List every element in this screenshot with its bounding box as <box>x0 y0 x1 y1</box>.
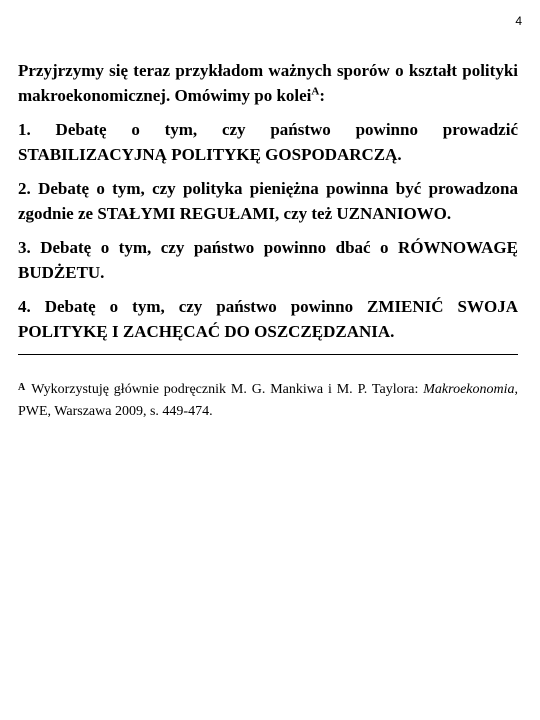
intro-text: Przyjrzymy się teraz przykładom ważnych sporów o kształt polityki makroekonomicznej. Omówimy po kolei <box>18 61 518 105</box>
footnote-book-title: Makroekonomia <box>423 382 515 397</box>
footnote <box>18 377 518 423</box>
footnote-marker: A <box>18 382 26 393</box>
list-item: 4. Debatę o tym, czy państwo powinno ZMIENIĆ SWOJA POLITYKĘ I ZACHĘCAĆ DO OSZCZĘDZANIA. <box>18 297 518 341</box>
document-body <box>18 58 518 437</box>
footnote-text-before: Wykorzystuję głównie podręcznik M. G. Mankiwa i M. P. Taylora: <box>31 382 424 397</box>
intro-paragraph <box>18 58 518 108</box>
page-number: 4 <box>515 14 522 28</box>
list-item: 3. Debatę o tym, czy państwo powinno dbać o RÓWNOWAGĘ BUDŻETU. <box>18 238 518 282</box>
intro-suffix: : <box>319 86 326 105</box>
footnote-reference: A <box>311 85 320 98</box>
footnote-text-after: , PWE, Warszawa 2009, s. 449-474. <box>18 382 518 419</box>
footnote-separator <box>18 354 518 355</box>
list-item: 1. Debatę o tym, czy państwo powinno prowadzić STABILIZACYJNĄ POLITYKĘ GOSPODARCZĄ. <box>18 120 518 164</box>
list-item: 2. Debatę o tym, czy polityka pieniężna powinna być prowadzona zgodnie ze STAŁYMI REGUŁAMI, czy też UZNANIOWO. <box>18 179 518 223</box>
